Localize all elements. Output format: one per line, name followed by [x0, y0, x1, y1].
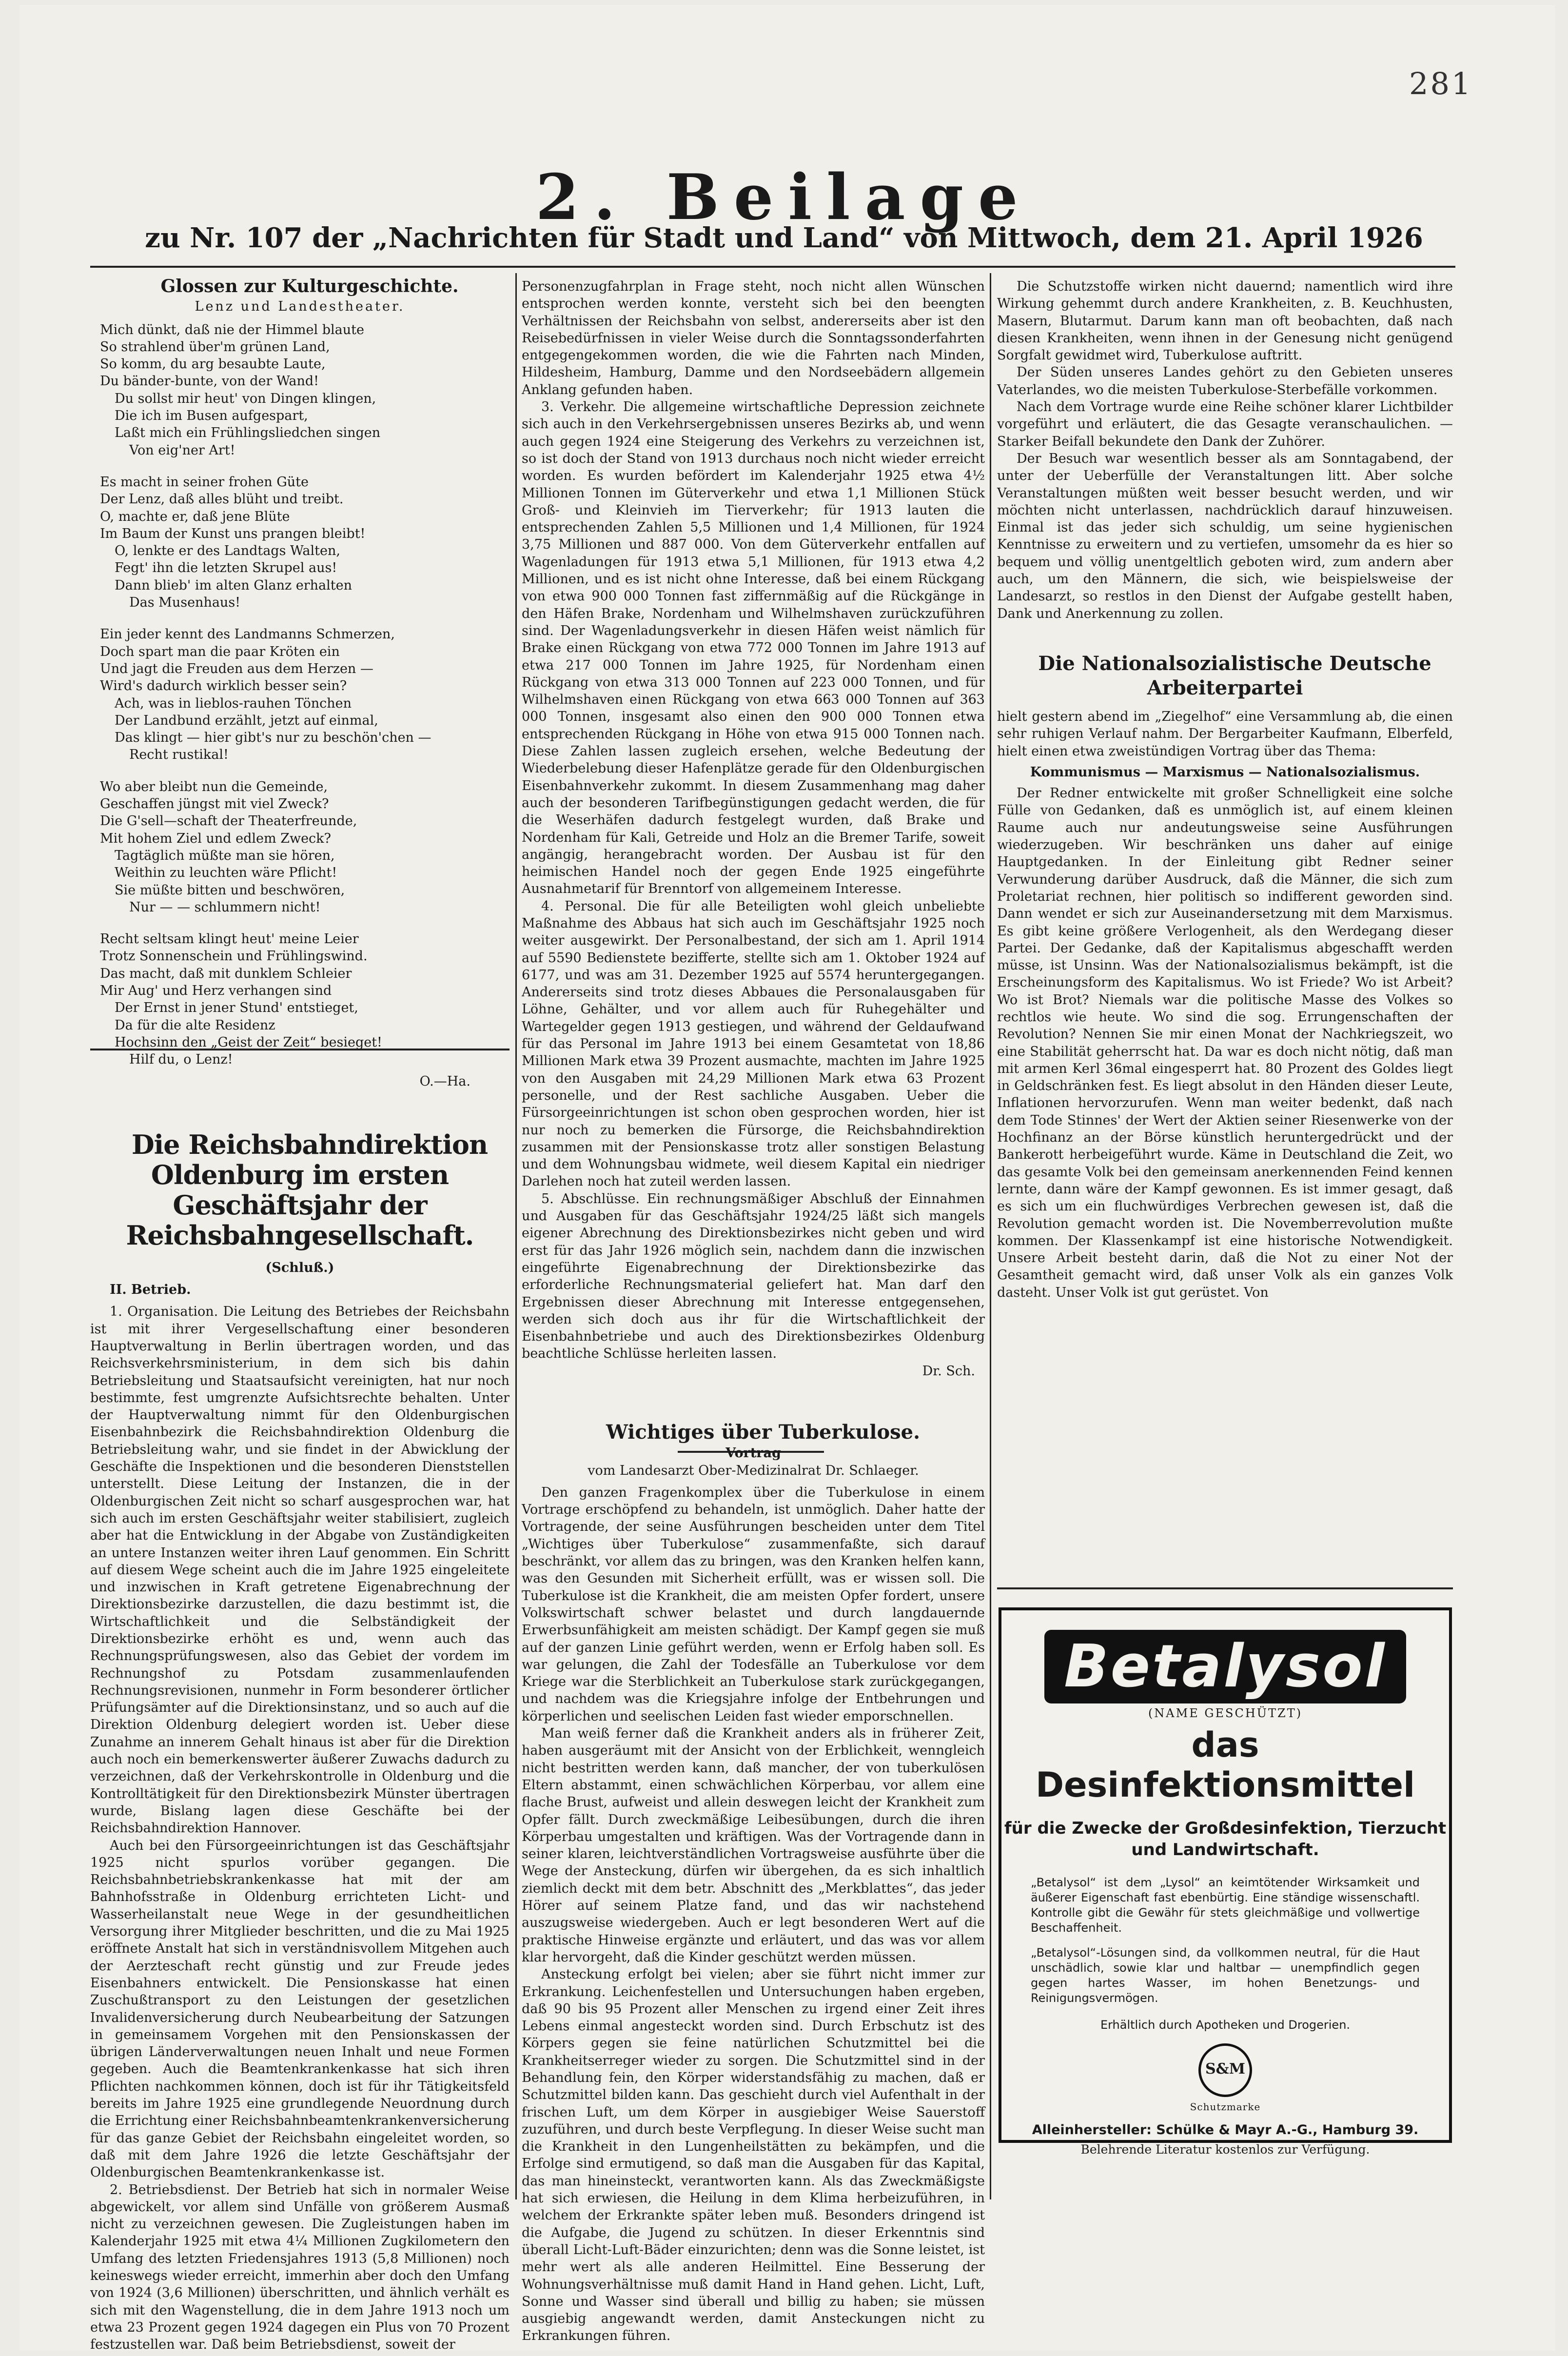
poem-stanza-5: Recht seltsam klingt heut' meine Leier Trotz Sonnenschein und Frühlingswind. Das macht, daß mit dunklem Schleier Mir Aug' und Herz verhangen sind Der Ernst in jener Stund' entstieget, Da für die alte Residenz Hochsinn den „Geist der Zeit“ besieget! Hilf du, o Lenz! — [100, 931, 382, 1068]
reichsbahn-abschluesse: 5. Abschlüsse. Ein rechnungsmäßiger Abschluß der Einnahmen und Ausgaben für das Geschäftsjahr 1924/25 läßt sich mangels eigener Abrechnung des Direktionsbezirkes nicht geben und wird erst für das Jahr 1926 möglich sein, nachdem dann die inzwischen eingeführte Eigenabrechnung der Direktionsbezirke das erforderliche Rechnungsmaterial geliefert hat. Man darf den Ergebnissen dieser Abrechnung mit Interesse entgegensehen, werden sich doch aus ihr für die Wirtschaftlichkeit der Eisenbahnbetriebe und auch des Direktionsbezirkes Oldenburg beachtliche Schlüsse herleiten lassen. — [522, 1191, 985, 1362]
column-3 — [997, 278, 1453, 1585]
betalysol-logo: Betalysol — [1044, 1630, 1406, 1703]
ad-tagline: das Desinfektionsmittel — [1036, 1725, 1415, 1805]
column-1 — [90, 276, 510, 2353]
section-rule-nsdap-bottom — [997, 1587, 1453, 1589]
reichsbahn-headline: Die Reichsbahndirektion Oldenburg im ersten Geschäftsjahr der Reichsbahngesellschaft. — [126, 1129, 488, 1251]
nsdap-paragraph-2: Der Redner entwickelte mit großer Schnelligkeit eine solche Fülle von Gedanken, daß es unmöglich ist, auf einem kleinen Raume auch nur andeutungsweise seine Ausführungen wiederzugeben. Wir beschränken uns daher auf einige Hauptgedanken. In der Einleitung gibt Redner seiner Verwunderung darüber Ausdruck, daß die Männer, die sich zum Proletariat rechnen, hier politisch so indifferent geworden sind. Dann wendet er sich zur Auseinandersetzung mit dem Marxismus. Es gibt keine größere Verlogenheit, als den Werdegang dieser Partei. Der Gedanke, daß der Kapitalismus abgeschafft werden müsse, ist Unsinn. Was der Nationalsozialismus bekämpft, ist die Erscheinungsform des Kapitalismus. Wo ist Friede? Wo ist Arbeit? Wo ist Brot? Niemals war die politische Masse des Volkes so rechtlos wie heute. Wo sind die sog. Errungenschaften der Revolution? Nennen Sie mir einen Monat der Nachkriegszeit, wo eine Stabilität geherrscht hat. Da war es doch nicht nötig, daß man mit armen Kerl 36mal eingesperrt hat. 80 Prozent des Goldes liegt in Geldschränken fest. Es liegt absolut in den Händen dieser Leute, Inflationen hervorzurufen. Wenn man weiter bedenkt, daß nach dem Tode Stinnes' der Wert der Aktien seiner Riesenwerke von der Hochfinanz an der Börse künstlich heruntergedrückt und der Bankerott herbeigeführt wurde. Käme in Deutschland die Zeit, wo das gesamte Volk bei den gemeinsam anerkennenden Feind kennen lernte, dann wäre der Kampf gewonnen. Es ist immer gesagt, daß es sich um ein fluchwürdiges Verbrechen gewesen ist, daß die Revolution gemacht worden ist. Die Novemberrevolution mußte kommen. Der Klassenkampf ist eine historische Notwendigkeit. Unsere Arbeit besteht darin, daß die Not zu einer Not der Gesamtheit gemacht wird, daß unser Volk als ein ganzes Volk dasteht. Unser Volk ist gut gerüstet. Von — [997, 786, 1453, 1300]
poem-stanza-2: Es macht in seiner frohen Güte Der Lenz, daß alles blüht und treibt. O, machte er, daß jene Blüte Im Baum der Kunst uns prangen bleibt! O, lenkte er des Landtags Walten, Fegt' ihn die letzten Skrupel aus! Dann blieb' im alten Glanz erhalten Das Musenhaus! — [100, 474, 366, 611]
glossen-subheading: Lenz und Landestheater. — [195, 299, 405, 315]
masthead-rule — [90, 266, 1455, 268]
reichsbahn-section: II. Betrieb. — [110, 1282, 191, 1298]
reichsbahn-signature: Dr. Sch. — [922, 1363, 975, 1379]
nsdap-paragraph-1: hielt gestern abend im „Ziegelhof“ eine Versammlung ab, die einen sehr ruhigen Verlauf nahm. Der Bergarbeiter Kaufmann, Elberfeld, hielt einen etwa zweistündigen Vortrag über das Thema: — [997, 709, 1453, 759]
ad-text-1: „Betalysol“ ist dem „Lysol“ an keimtötender Wirksamkeit und äußerer Eigenschaft fast ebenbürtig. Eine ständige wissenschaftl. Kontrolle gibt die Gewähr für stets gleichmäßige und vollwertige Beschaffenheit. — [1031, 1876, 1420, 1935]
ad-seal-label: Schutzmarke — [1190, 2101, 1261, 2113]
tbc-paragraph-6: Nach dem Vortrage wurde eine Reihe schöner klarer Lichtbilder vorgeführt und erläutert, die das Gesagte veranschaulichen. — Starker Beifall bekundete den Dank der Zuhörer. — [997, 399, 1453, 449]
reichsbahn-organisation: 1. Organisation. Die Leitung des Betriebes der Reichsbahn ist mit ihrer Vergesellschaftung einer besonderen Hauptverwaltung in Berlin übertragen worden, und das Reichsverkehrsministerium, in dem sich bis dahin Betriebsleitung und Staatsaufsicht vereinigten, hat nur noch bestimmte, fest umgrenzte Aufsichtsrechte behalten. Unter der Hauptverwaltung nimmt für den Oldenburgischen Eisenbahnbezirk die Reichsbahndirektion Oldenburg die Betriebsleitung wahr, und sie findet in der Abwicklung der Geschäfte die Inspektionen und die besonderen Dienststellen unterstellt. Diese Leitung der Instanzen, die in der Oldenburgischen Zeit nicht so scharf ausgesprochen war, hat sich auch im ersten Geschäftsjahr weiter stabilisiert, zugleich aber hat die Entwicklung in der Abgabe von Zuständigkeiten an untere Instanzen weiter ihren Lauf genommen. Ein Schritt auf diesem Wege scheint auch die im Jahre 1925 eingeleitete und inzwischen in Kraft getretene Eigenabrechnung der Direktionsbezirke darzustellen, die dazu bestimmt ist, die Wirtschaftlichkeit und die Selbständigkeit der Direktionsbezirke erhöht es und, wenn auch das Rechnungsprüfungswesen, also das Gebiet der vordem im Rechnungshof zu Potsdam zusammenlaufenden Rechnungsrevisionen, nunmehr in Form besonderer örtlicher Prüfungsämter auf die Direktionsinstanz, und so auch auf die Direktion Oldenburg delegiert worden ist. Ueber diese Zunahme an innerem Gehalt hinaus ist aber für die Direktion auch noch ein bemerkenswerter äußerer Zuwachs dadurch zu verzeichnen, daß der Verkehrskontrolle in Oldenburg und die Kontrolltätigkeit für den Direktionsbezirk Münster übertragen wurde, Bislang lagen diese Geschäfte bei der Reichsbahndirektion Hannover. — [90, 1304, 510, 1836]
reichsbahn-fuersorge: Auch bei den Fürsorgeeinrichtungen ist das Geschäftsjahr 1925 nicht spurlos vorüber gegangen. Die Reichsbahnbetriebskrankenkasse hat mit der am Bahnhofsstraße in Oldenburg errichteten Licht- und Wasserheilanstalt neue Wege in der gesundheitlichen Versorgung ihrer Mitglieder beschritten, und die zu Mai 1925 eröffnete Anstalt hat sich in verständnisvollem Mitgehen auch der Aerzteschaft recht günstig und zur Freude jedes Eisenbahners entwickelt. Die Pensionskasse hat einen Zuschußtransport zu den Leistungen der gesetzlichen Invalidenversicherung durch Neubearbeitung der Satzungen in gemeinsamem Vorgehen mit den Pensionskassen der übrigen Länderverwaltungen neuen Inhalt und neue Formen gegeben. Auch die Beamtenkrankenkasse hat sich ihren Pflichten nachkommen können, doch ist für ihr Tätigkeitsfeld bereits im Jahre 1925 eine grundlegende Neuordnung durch die Errichtung einer Reichsbahnbeamtenkrankenversicherung für das ganze Gebiet der Reichsbahn eingeleitet worden, so daß mit dem Jahre 1926 die letzte Geschäftsjahr der Oldenburgischen Beamtenkrankenkasse ist. — [90, 1838, 510, 2180]
nsdap-headline: Die Nationalsozialistische Deutsche Arbeiterpartei — [1038, 652, 1431, 699]
tbc-paragraph-1: Den ganzen Fragenkomplex über die Tuberkulose in einem Vortrage erschöpfend zu behandeln, ist unmöglich. Daher hatte der Vortragende, der seine Ausführungen bescheiden unter dem Titel „Wichtiges über Tuberkulose“ zusammenfaßte, sich darauf beschränkt, vor allem das zu bringen, was den Kranken helfen kann, was den Gesunden mit Sicherheit erfüllt, was er wissen soll. Die Tuberkulose ist die Krankheit, die am meisten Opfer fordert, unsere Volkswirtschaft schwer belastet und durch langdauernde Erwerbsunfähigkeit am meisten schädigt. Der Kampf gegen sie muß auf der ganzen Linie geführt werden, wenn er Erfolg haben soll. Es war gelungen, die Zahl der Todesfälle an Tuberkulose vor dem Kriege war die Sterblichkeit an Tuberkulose stark zurückgegangen, und nachdem was die Kriegsjahre infolge der Entbehrungen und körperlichen und seelischen Leiden fast wieder emporschnellen. — [522, 1485, 985, 1724]
column-rule-1 — [515, 273, 517, 2199]
glossen-heading: Glossen zur Kulturgeschichte. — [160, 276, 459, 297]
tbc-paragraph-2: Man weiß ferner daß die Krankheit anders als in früherer Zeit, haben ausgeräumt mit der Ansicht von der Erblichkeit, wenngleich nicht bestritten werden kann, daß mancher, der von tuberkulösen Eltern abstammt, einen schwächlichen Körperbau, vor allem eine flache Brust, aufweist und allein deswegen leicht der Krankheit zum Opfer fällt. Durch zweckmäßige Leibesübungen, durch die ihren Körperbau umgestalten und kräftigen. Was der Vortragende dann in seiner klaren, leichtverständlichen Vortragsweise ausführte über die Wege der Ansteckung, dürfen wir übergehen, da es sich inhaltlich ziemlich deckt mit dem betr. Abschnitt des „Merkblattes“, das jeder Hörer auf seinem Platze fand, und das wir nachstehend auszugsweise wiedergeben. Auch er legt besonderen Wert auf die praktische Hinweise ergänzte und erläutert, und das was vor allem klar hervorgeht, daß die Kinder geschützt werden müssen. — [522, 1726, 985, 1965]
poem-stanza-4: Wo aber bleibt nun die Gemeinde, Geschaffen jüngst mit viel Zweck? Die G'sell—schaft der Theaterfreunde, Mit hohem Ziel und edlem Zweck? Tagtäglich müßte man sie hören, Weithin zu leuchten wäre Pflicht! Sie müßte bitten und beschwören, Nur — — schlummern nicht! — [100, 779, 357, 915]
tbc-paragraph-3: Ansteckung erfolgt bei vielen; aber sie führt nicht immer zur Erkrankung. Leichenfestellen und Untersuchungen haben ergeben, daß 90 bis 95 Prozent aller Menschen zu irgend einer Zeit ihres Lebens einmal angesteckt worden sind. Durch Erbschutz ist des Körpers gegen sie feine natürlichen Schutzmittel bei die Krankheitserreger wieder zu sorgen. Die Schutzmittel sind in der Behandlung fein, den Körper widerstandsfähig zu machen, daß er Schutzmittel bilden kann. Das geschieht durch viel Aufenthalt in der frischen Luft, um dem Körper in ausgiebiger Weise Sauerstoff zuzuführen, und durch beste Verpflegung. In dieser Weise sucht man die Krankheit in den Lungenheilstätten zu bekämpfen, und die Erfolge sind ermutigend, so daß man die Ausgaben für das Kapital, das man hineinsteckt, verantworten kann. Als das Zweckmäßigste hat sich erwiesen, die Heilung in dem Klima herbeizuführen, in welchem der Erkrankte später leben muß. Besonders dringend ist die Aufgabe, die Jugend zu schützen. In dieser Erkenntnis sind überall Licht-Luft-Bäder einzurichten; denn was die Sonne leistet, ist mehr wert als alle anderen Heilmittel. Eine Besserung der Wohnungsverhältnisse muß damit Hand in Hand gehen. Licht, Luft, Sonne und Wasser sind überall und billig zu haben; sie müssen ausgiebig angewandt werden, damit Ansteckungen nicht zu Erkrankungen führen. — [522, 1967, 985, 2344]
tbc-author: vom Landesarzt Ober-Medizinalrat Dr. Schlaeger. — [588, 1463, 919, 1478]
tbc-headline: Wichtiges über Tuberkulose. — [606, 1421, 921, 1444]
trademark-seal-icon: S&M — [1198, 2043, 1252, 2097]
reichsbahn-schluss: (Schluß.) — [265, 1260, 334, 1275]
reichsbahn-verkehr: 3. Verkehr. Die allgemeine wirtschaftliche Depression zeichnete sich auch in den Verkehrsergebnissen unseres Bezirks ab, und wenn auch gegen 1924 eine Steigerung des Verkehrs zu verzeichnen ist, so ist doch der Stand von 1913 durchaus noch nicht wieder erreicht worden. Es wurden befördert im Kalenderjahr 1925 etwa 4½ Millionen Tonnen im Güterverkehr und etwa 1,1 Millionen Stück Groß- und Kleinvieh im Tierverkehr; für 1913 lauten die entsprechenden Zahlen 5,5 Millionen und 1,4 Millionen, für 1924 3,75 Millionen und 887 000. Von dem Güterverkehr entfallen auf Wagenladungen für 1913 etwa 5,1 Millionen, für 1913 etwa 4,2 Millionen, und es ist nicht ohne Interesse, daß bei einem Rückgang von etwa 900 000 Tonnen fast ziffernmäßig auf die Rückgänge in den Häfen Brake, Nordenham und Wilhelmshaven zurückzuführen sind. Der Wagenladungsverkehr in diesen Häfen weist nämlich für Brake einen Rückgang von etwa 772 000 Tonnen im Jahre 1913 auf etwa 217 000 Tonnen im Jahre 1925, für Nordenham einen Rückgang von etwa 313 000 Tonnen auf 223 000 Tonnen, und für Wilhelmshaven einen Rückgang von etwa 663 000 Tonnen auf 363 000 Tonnen, insgesamt also einen den 900 000 Tonnen etwa entsprechenden Rückgang in Höhe von etwa 915 000 Tonnen nach. Diese Zahlen lassen zugleich ersehen, welche Bedeutung der Wiederbelebung dieser Hafenplätze gerade für den Oldenburgischen Eisenbahnverkehr zukommt. In diesem Zusammenhang mag daher auch der besonderen Tarifbegünstigungen gedacht werden, die für die Weserhäfen dadurch festgelegt wurden, daß Brake und Nordenham für Kali, Getreide und Holz an die Bremer Tarife, soweit angängig, herangebracht worden. Der Ausbau ist für den heimischen Handel noch der gegen Ende 1925 eingeführte Ausnahmetarif für Brenntorf von allgemeinem Interesse. — [522, 399, 985, 897]
ad-purpose: für die Zwecke der Großdesinfektion, Tierzucht und Landwirtschaft. — [1004, 1819, 1447, 1860]
masthead-title: 2. Beilage — [535, 161, 1033, 234]
ad-manufacturer: Alleinhersteller: Schülke & Mayr A.-G., Hamburg 39. — [1032, 2122, 1419, 2138]
tbc-paragraph-7: Der Besuch war wesentlich besser als am Sonntagabend, der unter der Ueberfülle der Veranstaltungen litt. Aber solche Veranstaltungen müßten weit besser besucht werden, und wir möchten nicht unterlassen, nachdrücklich darauf hinzuweisen. Einmal ist das jeder sich schuldig, um seine hygienischen Kenntnisse zu erweitern und zu vertiefen, umsomehr da es hier so bequem und völlig unentgeltlich geboten wird, zum andern aber auch, um den Männern, die sich, wie beispielsweise der Landesarzt, so restlos in den Dienst der Aufgabe gestellt haben, Dank und Anerkennung zu zollen. — [997, 451, 1453, 621]
tbc-paragraph-5: Der Süden unseres Landes gehört zu den Gebieten unseres Vaterlandes, wo die meisten Tuberkulose-Sterbefälle vorkommen. — [997, 365, 1453, 397]
nsdap-thema: Kommunismus — Marxismus — Nationalsozialismus. — [1030, 764, 1420, 780]
masthead-subtitle: zu Nr. 107 der „Nachrichten für Stadt und Land“ von Mittwoch, dem 21. April 1926 — [145, 222, 1423, 254]
page-number: 281 — [1409, 66, 1473, 101]
tbc-vortrag: Vortrag — [725, 1445, 781, 1461]
reichsbahn-personal: 4. Personal. Die für alle Beteiligten wohl gleich unbeliebte Maßnahme des Abbaus hat sich auch im Geschäftsjahr 1925 noch weiter ausgewirkt. Der Personalbestand, der sich am 1. April 1914 auf 5590 Bedienstete bezifferte, stellte sich am 1. Oktober 1924 auf 6177, und was am 31. Dezember 1925 auf 5574 heruntergegangen. Andererseits sind trotz dieses Abbaues die Personalausgaben für Löhne, Gehälter, und vor allem auch für Ruhegehälter und Wartegelder gegen 1913 gestiegen, und während der Geldaufwand für das Personal im Jahre 1913 bei einem Gesamtetat von 18,86 Millionen Mark etwa 39 Prozent ausmachte, machten im Jahre 1925 von den Ausgaben mit 24,29 Millionen Mark etwa 63 Prozent personelle, und der Rest sachliche Ausgaben. Ueber die Fürsorgeeinrichtungen ist schon oben gesprochen worden, hier ist nur noch zu bemerken die Fürsorge, die Reichsbahndirektion zusammen mit der Pensionskasse trotz aller sonstigen Belastung und dem Wohnungsbau widmete, weil diesem Kapital ein niedriger Darlehen noch hat zuteil werden lassen. — [522, 898, 985, 1189]
column-2 — [522, 278, 985, 2344]
column-rule-2 — [990, 273, 991, 2199]
glossen-signature: O.—Ha. — [419, 1074, 470, 1089]
poem-stanza-1: Mich dünkt, daß nie der Himmel blaute So strahlend über'm grünen Land, So komm, du arg besaubte Laute, Du bänder-bunte, von der Wand! Du sollst mir heut' von Dingen klingen, Die ich im Busen aufgespart, Laßt mich ein Frühlingsliedchen singen Von eig'ner Art! — [100, 322, 381, 458]
ad-literature: Belehrende Literatur kostenlos zur Verfügung. — [1080, 2142, 1370, 2157]
ad-name-protected: (NAME GESCHÜTZT) — [1148, 1706, 1303, 1720]
tbc-paragraph-4: Die Schutzstoffe wirken nicht dauernd; namentlich wird ihre Wirkung gehemmt durch andere Krankheiten, z. B. Keuchhusten, Masern, Blutarmut. Darum kann man oft beobachten, daß nach diesen Krankheiten, wenn ihnen in der Genesung nicht genügend Sorgfalt gewidmet wird, Tuberkulose auftritt. — [997, 279, 1453, 363]
poem-stanza-3: Ein jeder kennt des Landmanns Schmerzen, Doch spart man die paar Kröten ein Und jagt die Freuden aus dem Herzen — Wird's dadurch wirklich besser sein? Ach, was in lieblos-rauhen Tönchen Der Landbund erzählt, jetzt auf einmal, Das klingt — hier gibt's nur zu beschön'chen — Recht rustikal! — [100, 627, 431, 763]
betalysol-advertisement — [999, 1607, 1452, 2157]
ad-text-2: „Betalysol“-Lösungen sind, da vollkommen neutral, für die Haut unschädlich, sowie klar und haltbar — unempfindlich gegen gegen hartes Wasser, im hohen Benetzungs- und Reinigungsvermögen. — [1031, 1946, 1420, 2005]
reichsbahn-fahrplan: Personenzugfahrplan in Frage steht, noch nicht allen Wünschen entsprochen werden konnte, versteht sich bei den beengten Verhältnissen der Reichsbahn von selbst, andererseits aber ist den Reisebedürfnissen in vieler Weise durch die Sonntagssonderfahrten entgegengekommen worden, die wie die Fahrten nach Minden, Hildesheim, Hamburg, Damme und den Nordseebädern allgemein Anklang gefunden haben. — [522, 279, 985, 397]
reichsbahn-betriebsdienst: 2. Betriebsdienst. Der Betrieb hat sich in normaler Weise abgewickelt, vor allem sind Unfälle von größerem Ausmaß nicht zu verzeichnen gewesen. Die Zugleistungen haben im Kalenderjahr 1925 mit etwa 4¼ Millionen Zugkilometern den Umfang des letzten Friedensjahres 1913 (5,8 Millionen) noch keineswegs wieder erreicht, immerhin aber doch den Umfang von 1924 (3,6 Millionen) überschritten, und ähnlich verhält es sich mit den Wagenstellung, die in dem Jahre 1913 noch um etwa 23 Prozent gegen 1924 dagegen ein Plus von 70 Prozent festzustellen war. Daß beim Betriebsdienst, soweit der — [90, 2182, 510, 2353]
ad-text-3: Erhältlich durch Apotheken und Drogerien. — [1100, 2018, 1351, 2032]
